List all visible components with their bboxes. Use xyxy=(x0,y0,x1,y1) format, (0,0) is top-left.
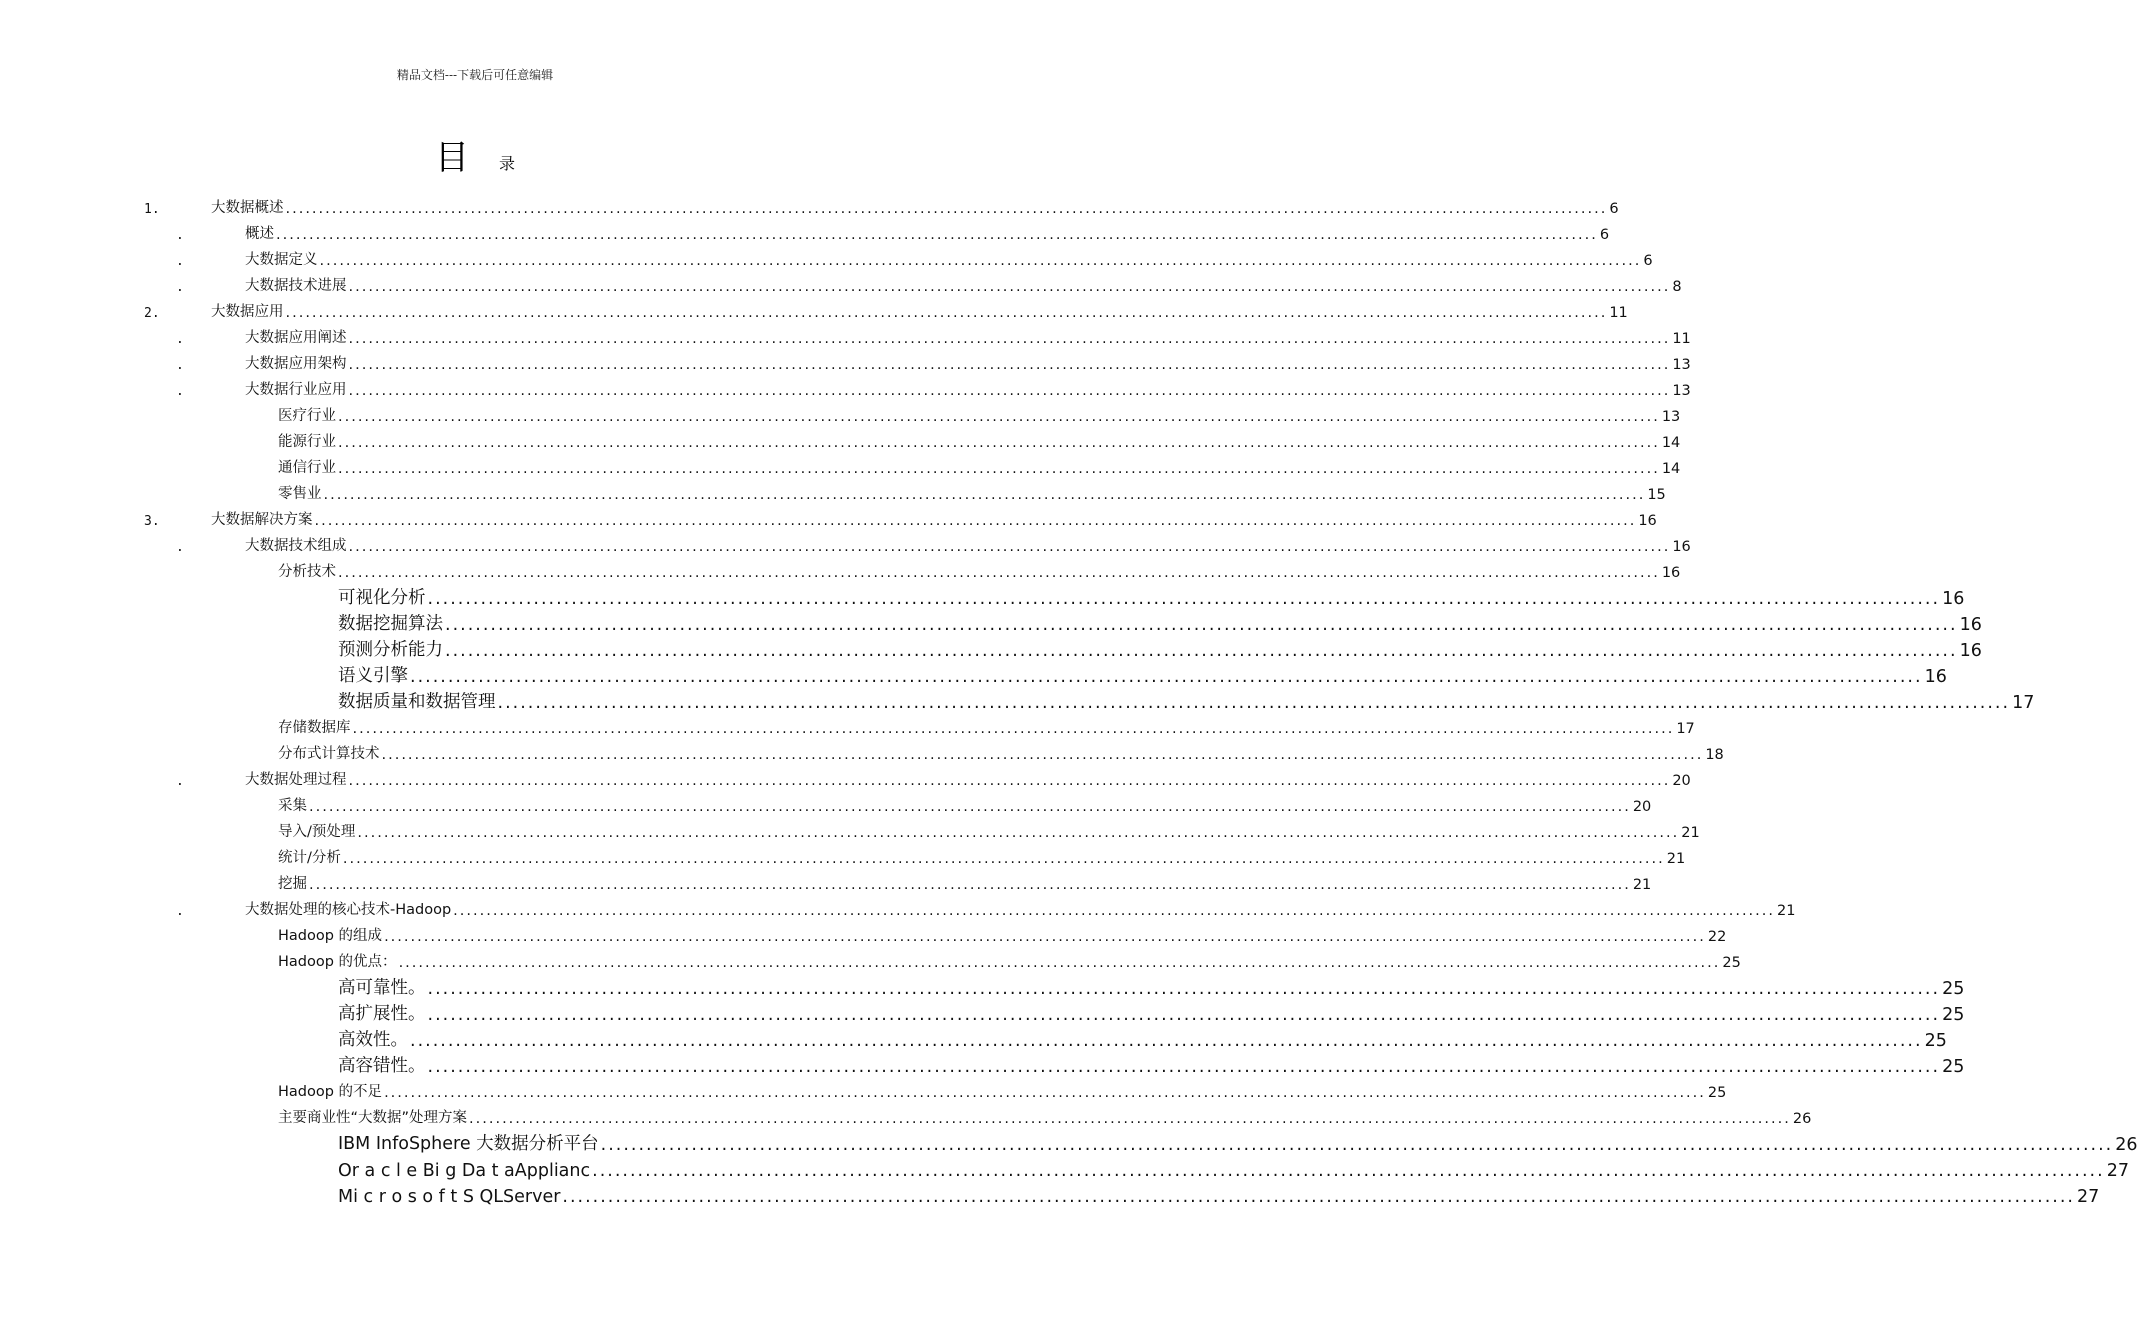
toc-entry[interactable] xyxy=(0,716,1695,742)
toc-entry-page: 16 xyxy=(1959,641,1982,661)
toc-entry-page: 25 xyxy=(1942,1005,1965,1025)
toc-entry-page: 6 xyxy=(1599,227,1610,243)
toc-leader-dots: ........................................................................................................................................................................................................ xyxy=(285,305,1608,321)
toc-entry[interactable] xyxy=(0,430,1681,456)
toc-entry-title: 医疗行业 xyxy=(278,408,336,424)
toc-entry[interactable] xyxy=(0,976,1965,1002)
toc-leader-dots: ........................................................................................................................................................................................................ xyxy=(309,877,1631,893)
toc-entry-title: 能源行业 xyxy=(278,434,336,450)
toc-entry-title: 大数据技术组成 xyxy=(245,538,347,554)
toc-entry-number: . xyxy=(176,254,184,269)
toc-entry[interactable] xyxy=(0,1080,1727,1106)
toc-leader-dots: ........................................................................................................................................................................................................ xyxy=(323,487,1646,503)
toc-entry-line xyxy=(278,560,1681,586)
toc-entry[interactable] xyxy=(0,690,2035,716)
toc-entry[interactable] xyxy=(0,1184,2100,1210)
toc-leader-dots: ........................................................................................................................................................................................................ xyxy=(338,409,1660,425)
toc-entry[interactable] xyxy=(0,1028,1947,1054)
toc-leader-dots: ........................................................................................................................................................................................................ xyxy=(348,383,1671,399)
toc-entry[interactable] xyxy=(0,638,1982,664)
toc-leader-dots: ........................................................................................................................................................................................................ xyxy=(427,1057,1941,1077)
toc-leader-dots: ........................................................................................................................................................................................................ xyxy=(427,589,1941,609)
toc-entry-title: 零售业 xyxy=(278,486,322,502)
toc-entry-line xyxy=(245,222,1610,248)
toc-entry-line xyxy=(278,846,1686,872)
toc-entry-title: 采集 xyxy=(278,798,307,814)
toc-leader-dots: ........................................................................................................................................................................................................ xyxy=(453,903,1775,919)
toc-entry[interactable] xyxy=(0,794,1652,820)
toc-entry-title: Or a c l e Bi g Da t aApplianc xyxy=(338,1161,591,1181)
toc-title xyxy=(0,130,950,179)
toc-entry-line xyxy=(338,1158,2129,1184)
toc-entry-number: 2. xyxy=(144,306,160,321)
toc-entry-title: 大数据行业应用 xyxy=(245,382,347,398)
toc-entry-title: 通信行业 xyxy=(278,460,336,476)
toc-entry[interactable] xyxy=(0,1106,1812,1132)
toc-leader-dots: ........................................................................................................................................................................................................ xyxy=(314,513,1637,529)
toc-entry[interactable] xyxy=(0,950,1741,976)
page-header-note: 精品文档---下载后可任意编辑 xyxy=(396,68,554,82)
toc-entry[interactable] xyxy=(0,898,1796,924)
toc-leader-dots: ........................................................................................................................................................................................................ xyxy=(309,799,1631,815)
toc-title-char-1: 目 xyxy=(434,138,469,178)
toc-entry-line xyxy=(245,352,1691,378)
toc-entry-line xyxy=(278,482,1666,508)
toc-entry-page: 22 xyxy=(1707,929,1727,945)
toc-entry-line xyxy=(211,508,1657,534)
toc-entry-number: . xyxy=(176,358,184,373)
toc-entry-line xyxy=(245,274,1682,300)
toc-entry-title: 大数据解决方案 xyxy=(211,512,313,528)
toc-entry-number: 3. xyxy=(144,514,160,529)
toc-entry-number: . xyxy=(176,540,184,555)
toc-entry-title: 数据挖掘算法 xyxy=(338,614,443,634)
toc-entry-line xyxy=(338,690,2035,716)
toc-entry-line xyxy=(245,378,1691,404)
toc-entry-title: Hadoop 的组成 xyxy=(278,928,383,944)
toc-entry-page: 25 xyxy=(1707,1085,1727,1101)
toc-leader-dots: ........................................................................................................................................................................................................ xyxy=(348,331,1671,347)
toc-entry-line xyxy=(278,430,1681,456)
toc-entry-page: 11 xyxy=(1609,305,1628,321)
toc-entry-line xyxy=(211,196,1619,222)
toc-leader-dots: ........................................................................................................................................................................................................ xyxy=(592,1161,2105,1181)
toc-leader-dots: ........................................................................................................................................................................................................ xyxy=(357,825,1680,841)
toc-entry[interactable] xyxy=(0,586,1965,612)
toc-entry[interactable] xyxy=(0,742,1724,768)
toc-entry-page: 25 xyxy=(1722,955,1741,971)
toc-entry-title: 大数据应用架构 xyxy=(245,356,347,372)
toc-entry-title: 导入/预处理 xyxy=(278,824,356,840)
toc-entry-page: 14 xyxy=(1661,461,1681,477)
toc-leader-dots: ........................................................................................................................................................................................................ xyxy=(445,641,1958,661)
toc-leader-dots: ........................................................................................................................................................................................................ xyxy=(562,1187,2075,1207)
toc-entry-line xyxy=(338,1028,1947,1054)
toc-entry-line xyxy=(245,534,1691,560)
toc-leader-dots: ........................................................................................................................................................................................................ xyxy=(319,253,1642,269)
toc-entry-page: 21 xyxy=(1777,903,1796,919)
toc-leader-dots: ........................................................................................................................................................................................................ xyxy=(410,1031,1923,1051)
toc-entry[interactable] xyxy=(0,612,1982,638)
toc-leader-dots: ........................................................................................................................................................................................................ xyxy=(427,979,1941,999)
toc-leader-dots: ........................................................................................................................................................................................................ xyxy=(348,773,1671,789)
toc-entry-page: 27 xyxy=(2076,1187,2100,1207)
toc-leader-dots: ........................................................................................................................................................................................................ xyxy=(381,747,1704,763)
toc-leader-dots: ........................................................................................................................................................................................................ xyxy=(427,1005,1941,1025)
toc-entry-title: Hadoop 的不足 xyxy=(278,1084,383,1100)
toc-entry-page: 13 xyxy=(1661,409,1681,425)
toc-leader-dots: ........................................................................................................................................................................................................ xyxy=(276,227,1598,243)
toc-entry[interactable] xyxy=(0,196,1619,222)
toc-entry-title: 统计/分析 xyxy=(278,850,341,866)
toc-entry-page: 16 xyxy=(1942,589,1965,609)
toc-entry-page: 16 xyxy=(1661,565,1681,581)
toc-entry-line xyxy=(338,638,1982,664)
toc-entry-page: 16 xyxy=(1672,539,1691,555)
toc-leader-dots: ........................................................................................................................................................................................................ xyxy=(338,461,1660,477)
toc-entry[interactable] xyxy=(0,768,1691,794)
toc-entry[interactable] xyxy=(0,508,1657,534)
toc-entry-title: 分布式计算技术 xyxy=(278,746,380,762)
toc-entry[interactable] xyxy=(0,560,1681,586)
toc-entry-title: Hadoop 的优点： xyxy=(278,954,397,970)
toc-entry-title: 挖掘 xyxy=(278,876,307,892)
toc-entry-page: 6 xyxy=(1643,253,1653,269)
toc-entry-line xyxy=(338,612,1982,638)
toc-entry-number: . xyxy=(176,332,184,347)
toc-entry-title: 概述 xyxy=(245,226,274,242)
toc-entry[interactable] xyxy=(0,1054,1965,1080)
toc-entry-line xyxy=(278,924,1727,950)
toc-entry[interactable] xyxy=(0,404,1681,430)
toc-entry-line xyxy=(278,716,1695,742)
toc-entry[interactable] xyxy=(0,326,1691,352)
toc-leader-dots: ........................................................................................................................................................................................................ xyxy=(285,201,1608,217)
toc-entry-page: 26 xyxy=(2115,1135,2138,1155)
toc-entry-page: 26 xyxy=(1792,1111,1812,1127)
toc-entry-line xyxy=(338,1002,1965,1028)
toc-entry-title: 可视化分析 xyxy=(338,588,426,608)
toc-entry[interactable] xyxy=(0,1132,2138,1158)
toc-entry[interactable] xyxy=(0,456,1681,482)
toc-entry-title: 大数据处理的核心技术-Hadoop xyxy=(245,902,452,918)
toc-leader-dots: ........................................................................................................................................................................................................ xyxy=(469,1111,1791,1127)
toc-entry[interactable] xyxy=(0,248,1653,274)
toc-entry-line xyxy=(245,248,1653,274)
toc-entry[interactable] xyxy=(0,1002,1965,1028)
toc-entry-page: 21 xyxy=(1666,851,1686,867)
toc-entry-page: 16 xyxy=(1638,513,1657,529)
toc-leader-dots: ........................................................................................................................................................................................................ xyxy=(342,851,1665,867)
toc-leader-dots: ........................................................................................................................................................................................................ xyxy=(348,539,1671,555)
toc-leader-dots: ........................................................................................................................................................................................................ xyxy=(398,955,1721,971)
toc-entry-number: . xyxy=(176,384,184,399)
toc-entry-line xyxy=(245,898,1796,924)
toc-entry-title: 分析技术 xyxy=(278,564,336,580)
toc-entry-page: 25 xyxy=(1942,1057,1965,1077)
toc-entry-title: 大数据处理过程 xyxy=(245,772,347,788)
toc-entry-page: 21 xyxy=(1681,825,1700,841)
toc-entry[interactable] xyxy=(0,664,1947,690)
toc-entry-page: 20 xyxy=(1672,773,1691,789)
toc-entry-line xyxy=(338,976,1965,1002)
toc-leader-dots: ........................................................................................................................................................................................................ xyxy=(410,667,1923,687)
toc-entry-title: 大数据概述 xyxy=(211,200,284,216)
toc-entry-title: 大数据定义 xyxy=(245,252,318,268)
toc-entry-line xyxy=(278,1106,1812,1132)
toc-entry-line xyxy=(338,664,1947,690)
toc-entry-number: . xyxy=(176,774,184,789)
toc-entry-page: 8 xyxy=(1672,279,1682,295)
toc-entry-page: 17 xyxy=(2012,693,2035,713)
toc-entry[interactable] xyxy=(0,924,1727,950)
toc-entry[interactable] xyxy=(0,872,1652,898)
toc-entry[interactable] xyxy=(0,534,1691,560)
toc-leader-dots: ........................................................................................................................................................................................................ xyxy=(497,693,2011,713)
toc-entry-number: . xyxy=(176,904,184,919)
toc-entry-line xyxy=(338,1132,2138,1158)
toc-title-char-2: 录 xyxy=(498,154,515,173)
toc-entry-page: 11 xyxy=(1672,331,1691,347)
toc-entry-title: 存储数据库 xyxy=(278,720,351,736)
toc-entry-title: 大数据应用阐述 xyxy=(245,330,347,346)
toc-entry-title: 大数据应用 xyxy=(211,304,284,320)
toc-entry-page: 21 xyxy=(1632,877,1652,893)
toc-entry-line xyxy=(278,820,1700,846)
toc-entry-page: 13 xyxy=(1672,383,1691,399)
toc-entry[interactable] xyxy=(0,222,1610,248)
toc-entry-line xyxy=(245,326,1691,352)
toc-entry-page: 18 xyxy=(1705,747,1724,763)
toc-leader-dots: ........................................................................................................................................................................................................ xyxy=(338,435,1660,451)
toc-entry-page: 13 xyxy=(1672,357,1691,373)
toc-leader-dots: ........................................................................................................................................................................................................ xyxy=(384,929,1706,945)
toc-entry[interactable] xyxy=(0,846,1686,872)
toc-entry-page: 16 xyxy=(1959,615,1982,635)
toc-entry-page: 27 xyxy=(2106,1161,2129,1181)
toc-entry-title: IBM InfoSphere 大数据分析平台 xyxy=(338,1134,599,1154)
toc-entry-line xyxy=(278,404,1681,430)
toc-entry-line xyxy=(278,1080,1727,1106)
toc-entry-line xyxy=(278,794,1652,820)
toc-entry-line xyxy=(338,1054,1965,1080)
toc-entry-title: 主要商业性“大数据”处理方案 xyxy=(278,1110,468,1126)
toc-entry[interactable] xyxy=(0,352,1691,378)
toc-entry-line xyxy=(278,456,1681,482)
toc-leader-dots: ........................................................................................................................................................................................................ xyxy=(445,615,1958,635)
toc-entry[interactable] xyxy=(0,1158,2129,1184)
toc-entry-title: 预测分析能力 xyxy=(338,640,443,660)
toc-leader-dots: ........................................................................................................................................................................................................ xyxy=(384,1085,1706,1101)
toc-entry-line xyxy=(338,586,1965,612)
toc-entry-number: 1. xyxy=(144,202,160,217)
toc-entry-title: Mi c r o s o f t S QLServer xyxy=(338,1187,561,1207)
toc-entry[interactable] xyxy=(0,378,1691,404)
toc-leader-dots: ........................................................................................................................................................................................................ xyxy=(600,1135,2114,1155)
toc-leader-dots: ........................................................................................................................................................................................................ xyxy=(338,565,1660,581)
toc-entry-page: 14 xyxy=(1661,435,1681,451)
toc-entry-page: 16 xyxy=(1924,667,1947,687)
toc-entry[interactable] xyxy=(0,820,1700,846)
toc-entry-page: 17 xyxy=(1676,721,1695,737)
toc-entry[interactable] xyxy=(0,274,1682,300)
toc-entry-title: 高可靠性。 xyxy=(338,978,426,998)
toc-entry-title: 高效性。 xyxy=(338,1030,408,1050)
toc-entry-line xyxy=(211,300,1628,326)
toc-entry-number: . xyxy=(176,280,184,295)
toc-entry-line xyxy=(278,742,1724,768)
toc-entry[interactable] xyxy=(0,300,1628,326)
toc-entry-page: 25 xyxy=(1942,979,1965,999)
toc-leader-dots: ........................................................................................................................................................................................................ xyxy=(348,357,1671,373)
toc-leader-dots: ........................................................................................................................................................................................................ xyxy=(352,721,1675,737)
toc-entry-title: 数据质量和数据管理 xyxy=(338,692,496,712)
toc-entry-line xyxy=(278,950,1741,976)
toc-entry-line xyxy=(338,1184,2100,1210)
toc-entry-page: 20 xyxy=(1632,799,1652,815)
toc-entry-title: 高容错性。 xyxy=(338,1056,426,1076)
toc-entry-page: 15 xyxy=(1647,487,1666,503)
toc-entry-page: 6 xyxy=(1609,201,1619,217)
toc-entry[interactable] xyxy=(0,482,1666,508)
toc-entry-title: 大数据技术进展 xyxy=(245,278,347,294)
toc-leader-dots: ........................................................................................................................................................................................................ xyxy=(348,279,1671,295)
toc-entry-title: 语义引擎 xyxy=(338,666,408,686)
toc-entry-page: 25 xyxy=(1924,1031,1947,1051)
toc-entry-title: 高扩展性。 xyxy=(338,1004,426,1024)
toc-entry-line xyxy=(245,768,1691,794)
toc-entry-line xyxy=(278,872,1652,898)
toc-entry-number: . xyxy=(176,228,184,243)
